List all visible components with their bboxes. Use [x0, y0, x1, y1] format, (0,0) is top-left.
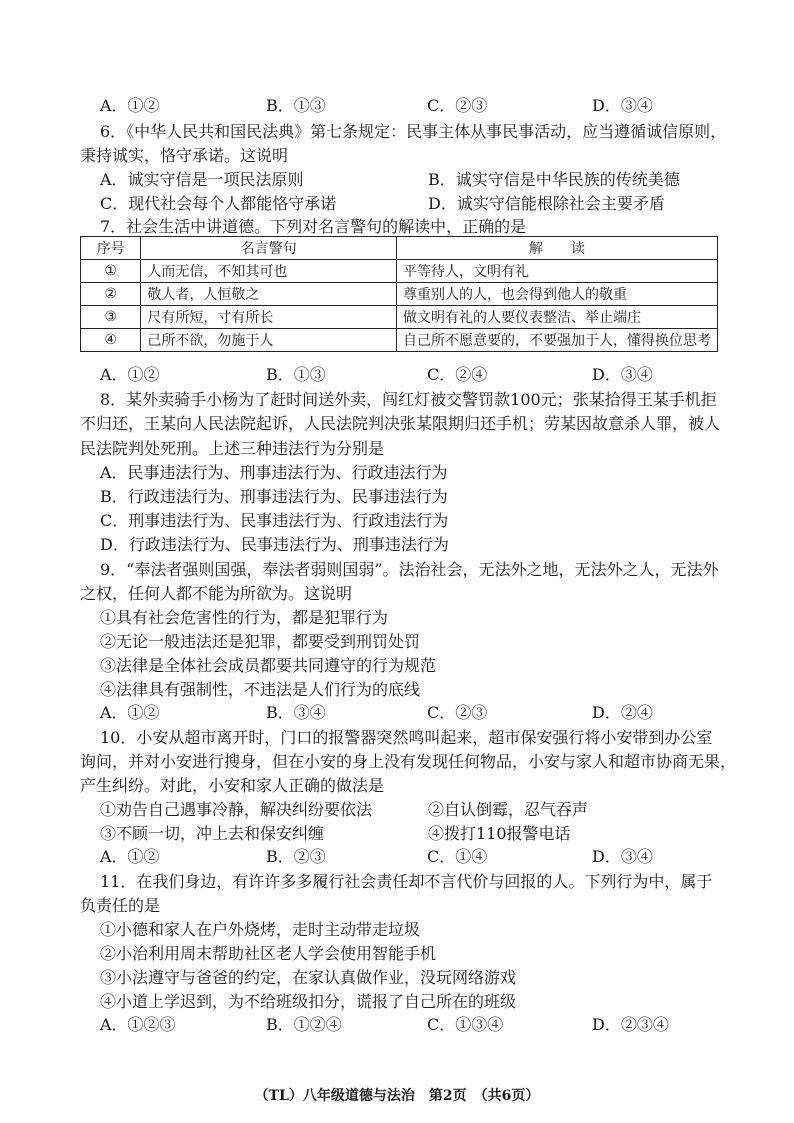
q11-item-3: ③小法遵守与爸爸的约定，在家认真做作业，没玩网络游戏: [100, 968, 517, 987]
q9-item-3: ③法律是全体社会成员都要共同遵守的行为规范: [100, 656, 437, 675]
option-d: D．③④: [592, 365, 653, 384]
q9-stem-line-1: 9．“奉法者强则国强，奉法者弱则国弱”。法治社会，无法外之地，无法外之人，无法外: [100, 560, 719, 579]
row-no: ③: [81, 306, 141, 329]
table-header-row: [81, 237, 718, 260]
row-quote: 人而无信，不知其可也: [141, 260, 397, 283]
q6-option-d: D．诚实守信能根除社会主要矛盾: [428, 194, 665, 213]
q9-options: [100, 703, 700, 723]
header-quote: 名言警句: [141, 237, 397, 260]
quote-table: [80, 236, 718, 352]
q8-option-c: C．刑事违法行为、民事违法行为、行政违法行为: [100, 511, 449, 530]
row-quote: 己所不欲，勿施于人: [141, 329, 397, 352]
q11-item-2: ②小治利用周末帮助社区老人学会使用智能手机: [100, 944, 437, 963]
q11-stem-line-1: 11．在我们身边，有许许多多履行社会责任却不言代价与回报的人。下列行为中，属于: [100, 872, 713, 891]
q8-option-a: A．民事违法行为、刑事违法行为、行政违法行为: [100, 463, 448, 482]
row-no: ②: [81, 283, 141, 306]
q10-item-3: ③不顾一切，冲上去和保安纠缠: [100, 824, 325, 843]
option-b: B．①③: [266, 96, 326, 115]
q10-item-4: ④拨打110报警电话: [428, 824, 571, 843]
q8-stem-line-3: 民法院判处死刑。上述三种违法行为分别是: [80, 439, 385, 458]
option-d: D．②③④: [592, 1015, 669, 1034]
q8-option-d: D．行政违法行为、民事违法行为、刑事违法行为: [100, 535, 449, 554]
option-a: A．①②: [100, 365, 160, 384]
option-c: C．①③④: [427, 1015, 504, 1034]
q10-item-2: ②自认倒霉，忍气吞声: [428, 800, 589, 819]
q7-options: [100, 365, 700, 385]
q11-item-4: ④小道上学迟到，为不给班级扣分，谎报了自己所在的班级: [100, 992, 517, 1011]
row-quote: 尺有所短，寸有所长: [141, 306, 397, 329]
header-no: 序号: [81, 237, 141, 260]
header-reading: 解 读: [396, 237, 717, 260]
q11-options: [100, 1015, 700, 1035]
q9-item-4: ④法律具有强制性，不违法是人们行为的底线: [100, 680, 421, 699]
q11-item-1: ①小德和家人在户外烧烤，走时主动带走垃圾: [100, 920, 421, 939]
option-c: C．②④: [427, 365, 488, 384]
row-no: ①: [81, 260, 141, 283]
table-row: [81, 306, 718, 329]
q9-item-2: ②无论一般违法还是犯罪，都要受到刑罚处罚: [100, 632, 421, 651]
q5-options: [100, 96, 700, 116]
q8-stem-line-2: 不归还，王某向人民法院起诉，人民法院判决张某限期归还手机；劳某因故意杀人罪，被人: [80, 414, 721, 433]
q6-option-b: B．诚实守信是中华民族的传统美德: [428, 170, 680, 189]
option-d: D．③④: [592, 847, 653, 866]
q8-option-b: B．行政违法行为、刑事违法行为、民事违法行为: [100, 487, 448, 506]
option-c: C．②③: [427, 703, 488, 722]
q6-stem-line-1: 6．《中华人民共和国民法典》第七条规定：民事主体从事民事活动，应当遵循诚信原则，: [100, 122, 727, 141]
row-no: ④: [81, 329, 141, 352]
q8-stem-line-1: 8．某外卖骑手小杨为了赶时间送外卖，闯红灯被交警罚款100元；张某拾得王某手机拒: [100, 390, 717, 409]
option-a: A．①②: [100, 703, 160, 722]
option-c: C．①④: [427, 847, 488, 866]
option-d: D．②④: [592, 703, 653, 722]
row-reading: 平等待人，文明有礼: [396, 260, 717, 283]
q11-stem-line-2: 负责任的是: [80, 896, 161, 915]
option-a: A．①②③: [100, 1015, 176, 1034]
table-row: [81, 260, 718, 283]
table-row: [81, 283, 718, 306]
q10-stem-line-3: 产生纠纷。对此，小安和家人正确的做法是: [80, 776, 385, 795]
q6-option-a: A．诚实守信是一项民法原则: [100, 170, 304, 189]
table-row: [81, 329, 718, 352]
page-footer: （TL）八年级道德与法治 第2页 （共6页）: [254, 1088, 540, 1104]
option-b: B．①②④: [266, 1015, 342, 1034]
row-reading: 自己所不愿意要的，不要强加于人，懂得换位思考: [396, 329, 717, 352]
option-a: A．①②: [100, 847, 160, 866]
option-b: B．①③: [266, 365, 326, 384]
row-quote: 敬人者，人恒敬之: [141, 283, 397, 306]
q7-stem: 7．社会生活中讲道德。下列对名言警句的解读中，正确的是: [100, 217, 527, 236]
q6-option-c: C．现代社会每个人都能恪守承诺: [100, 194, 337, 213]
q10-stem-line-1: 10．小安从超市离开时，门口的报警器突然鸣叫起来，超市保安强行将小安带到办公室: [100, 728, 713, 747]
q10-stem-line-2: 询问，并对小安进行搜身，但在小安的身上没有发现任何物品，小安与家人和超市协商无果，: [80, 752, 737, 771]
q10-item-1: ①劝告自己遇事冷静，解决纠纷要依法: [100, 800, 373, 819]
row-reading: 尊重别人的人，也会得到他人的敬重: [396, 283, 717, 306]
row-reading: 做文明有礼的人要仪表整洁、举止端庄: [396, 306, 717, 329]
q10-options: [100, 847, 700, 867]
q9-item-1: ①具有社会危害性的行为，都是犯罪行为: [100, 608, 389, 627]
q6-stem-line-2: 秉持诚实，恪守承诺。这说明: [80, 146, 289, 165]
option-c: C．②③: [427, 96, 488, 115]
option-d: D．③④: [592, 96, 653, 115]
option-a: A．①②: [100, 96, 160, 115]
option-b: B．②③: [266, 847, 326, 866]
q9-stem-line-2: 之权，任何人都不能为所欲为。这说明: [80, 584, 353, 603]
option-b: B．③④: [266, 703, 326, 722]
